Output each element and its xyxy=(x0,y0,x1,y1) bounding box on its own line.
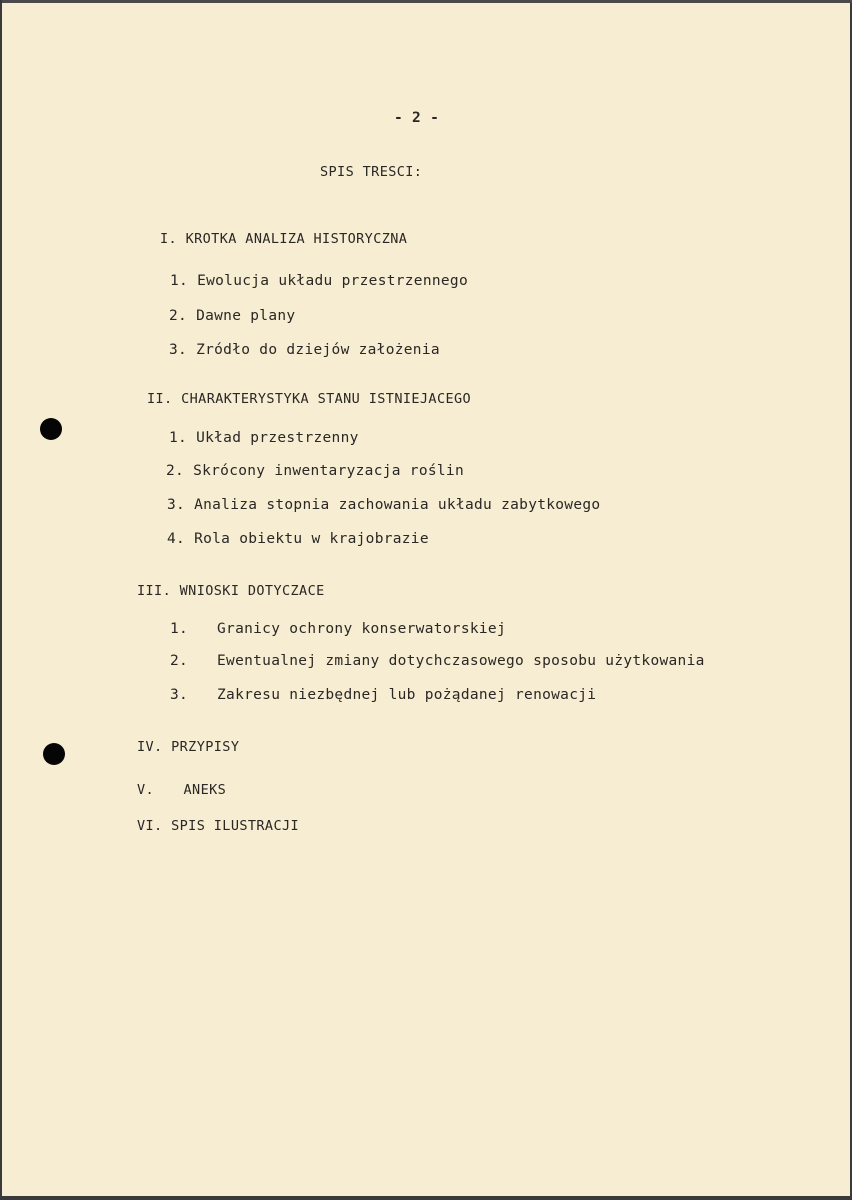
section-title: WNIOSKI DOTYCZACE xyxy=(179,583,325,599)
item-number: 3. xyxy=(167,497,186,513)
section-heading-v xyxy=(137,781,226,799)
section-numeral: II. xyxy=(147,391,173,407)
page-number: - 2 - xyxy=(394,110,440,126)
section-heading-ii xyxy=(147,390,471,408)
item-number: 2. xyxy=(170,653,189,669)
punch-hole-icon xyxy=(43,743,65,765)
section-title: CHARAKTERYSTYKA STANU ISTNIEJACEGO xyxy=(181,391,472,407)
section-heading-iii xyxy=(137,582,325,600)
section-title: SPIS ILUSTRACJI xyxy=(171,818,300,834)
section-title: PRZYPISY xyxy=(171,739,240,755)
item-text: Analiza stopnia zachowania układu zabytkowego xyxy=(194,497,601,513)
toc-item xyxy=(167,530,429,548)
section-heading-i xyxy=(160,230,407,248)
toc-item xyxy=(167,496,600,514)
section-numeral: IV. xyxy=(137,739,163,755)
section-title: KROTKA ANALIZA HISTORYCZNA xyxy=(185,231,408,247)
toc-item xyxy=(170,652,705,670)
section-numeral: III. xyxy=(137,583,172,599)
item-text: Ewentualnej zmiany dotychczasowego sposobu użytkowania xyxy=(217,653,705,669)
item-text: Granicy ochrony konserwatorskiej xyxy=(217,621,506,637)
section-numeral: I. xyxy=(160,231,178,247)
item-number: 3. xyxy=(169,342,188,358)
item-number: 4. xyxy=(167,531,186,547)
toc-item xyxy=(170,620,506,638)
toc-item xyxy=(170,272,468,290)
page-bottom-edge xyxy=(2,1196,852,1200)
item-text: Rola obiektu w krajobrazie xyxy=(194,531,429,547)
item-text: Dawne plany xyxy=(196,308,296,324)
toc-item xyxy=(166,462,464,480)
item-text: Zródło do dziejów założenia xyxy=(196,342,440,358)
item-number: 1. xyxy=(170,621,189,637)
toc-item xyxy=(169,429,359,447)
item-number: 2. xyxy=(169,308,188,324)
item-number: 1. xyxy=(169,430,188,446)
page-top-edge xyxy=(2,0,852,3)
section-numeral: V. xyxy=(137,782,155,798)
section-title: ANEKS xyxy=(183,782,227,798)
item-number: 3. xyxy=(170,687,189,703)
section-heading-iv xyxy=(137,738,239,756)
item-number: 1. xyxy=(170,273,189,289)
item-text: Zakresu niezbędnej lub pożądanej renowacji xyxy=(217,687,597,703)
item-text: Ewolucja układu przestrzennego xyxy=(197,273,468,289)
section-heading-vi xyxy=(137,817,299,835)
toc-item xyxy=(169,341,440,359)
toc-item xyxy=(169,307,295,325)
punch-hole-icon xyxy=(40,418,62,440)
item-number: 2. xyxy=(166,463,185,479)
toc-title: SPIS TRESCI: xyxy=(320,164,423,180)
item-text: Układ przestrzenny xyxy=(196,430,359,446)
toc-item xyxy=(170,686,596,704)
item-text: Skrócony inwentaryzacja roślin xyxy=(193,463,464,479)
section-numeral: VI. xyxy=(137,818,163,834)
